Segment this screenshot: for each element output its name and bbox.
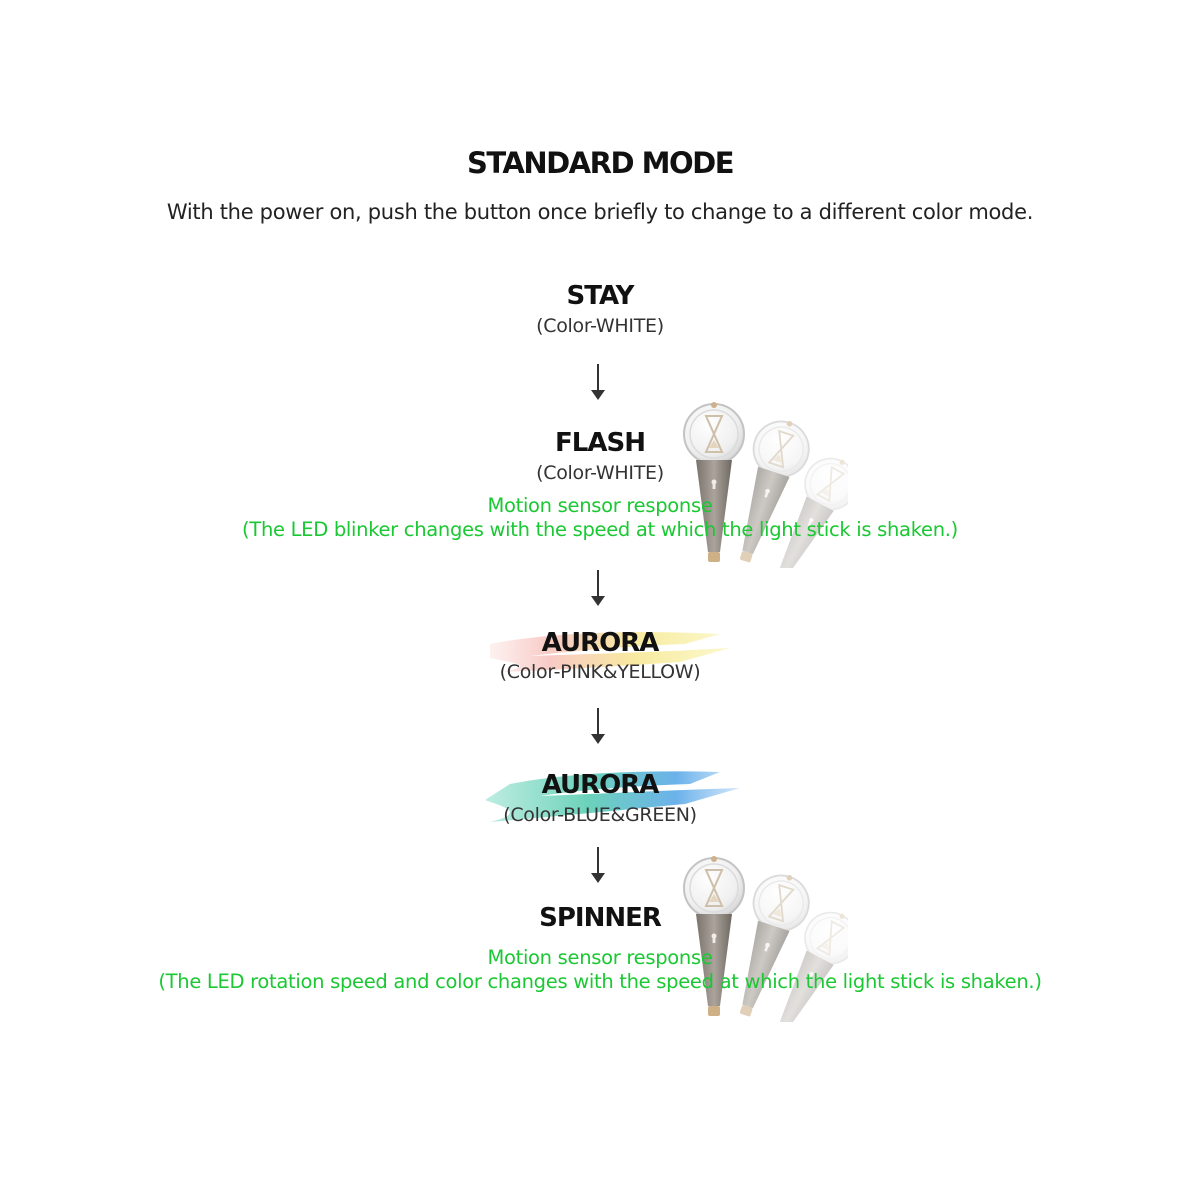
mode-flash-name: FLASH <box>555 428 645 458</box>
mode-aurora-blue-green-name: AURORA <box>541 770 659 800</box>
intro-text: With the power on, push the button once briefly to change to a different color mode. <box>166 200 1034 224</box>
spinner-lightstick-illustration <box>668 852 848 1022</box>
mode-stay-color: (Color-WHITE) <box>536 315 664 337</box>
spinner-motion-note: (The LED rotation speed and color changes with the speed at which the light stick is shaken.) <box>158 970 1042 993</box>
mode-aurora-pink-yellow-color: (Color-PINK&YELLOW) <box>499 661 701 683</box>
mode-spinner-name: SPINNER <box>539 903 661 933</box>
mode-aurora-blue-green-color: (Color-BLUE&GREEN) <box>503 804 697 826</box>
mode-flash-color: (Color-WHITE) <box>536 462 664 484</box>
down-arrow-icon <box>586 568 610 608</box>
mode-stay-name: STAY <box>566 281 634 311</box>
mode-aurora-pink-yellow-name: AURORA <box>541 628 659 658</box>
page-title: STANDARD MODE <box>466 146 734 180</box>
down-arrow-icon <box>586 706 610 746</box>
flash-motion-title: Motion sensor response <box>487 494 713 517</box>
down-arrow-icon <box>586 362 610 402</box>
down-arrow-icon <box>586 845 610 885</box>
spinner-motion-title: Motion sensor response <box>487 946 713 969</box>
flash-motion-note: (The LED blinker changes with the speed at which the light stick is shaken.) <box>242 518 958 541</box>
